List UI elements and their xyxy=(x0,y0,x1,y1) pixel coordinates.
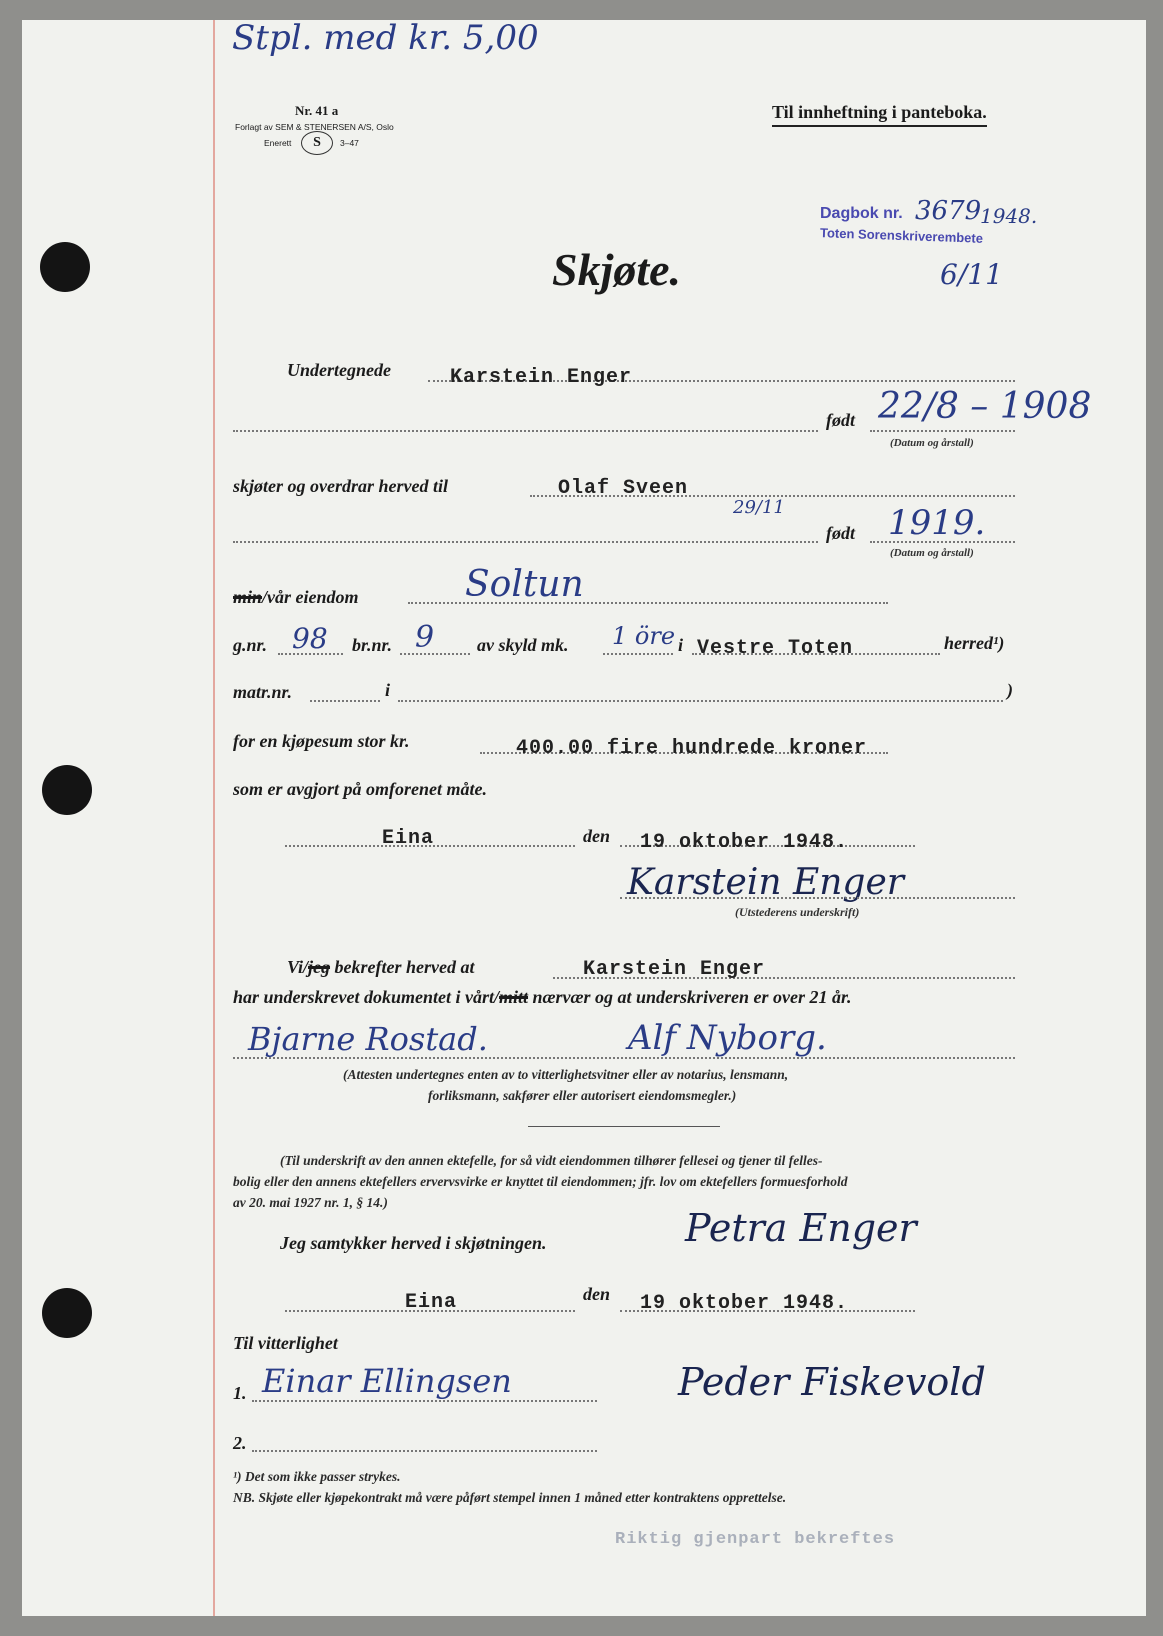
matr-label: matr.nr. xyxy=(233,682,293,702)
publisher-year: 3–47 xyxy=(340,138,359,148)
witness-name: Karstein Enger xyxy=(583,958,766,981)
buyer-born-day: 29/11 xyxy=(733,497,785,518)
dagbok-stamp-label: Dagbok nr. xyxy=(820,205,903,222)
bnr-value: 9 xyxy=(415,620,435,655)
dagbok-year: 1948. xyxy=(980,204,1038,228)
witness-signature-2: Alf Nyborg. xyxy=(628,1018,827,1058)
municipality-value: Vestre Toten xyxy=(697,637,854,660)
bnr-line xyxy=(400,653,470,655)
seller-signature: Karstein Enger xyxy=(627,862,904,903)
sign-place: Eina xyxy=(382,827,435,850)
witness-line1-struck: jeg xyxy=(308,957,331,977)
buyer-name: Olaf Sveen xyxy=(558,477,689,500)
buyer-born-value: 1919. xyxy=(888,503,986,543)
dagbok-number: 3679 xyxy=(915,196,982,226)
attestation-witness-1: Einar Ellingsen xyxy=(262,1362,512,1400)
gnr-value: 98 xyxy=(292,622,328,655)
signature-line xyxy=(620,897,1015,899)
spouse-date: 19 oktober 1948. xyxy=(640,1292,849,1315)
witness-line2 xyxy=(233,987,852,1008)
punch-hole xyxy=(40,242,90,292)
buyer-born-caption: (Datum og årstall) xyxy=(890,547,974,559)
spouse-note-3: av 20. mai 1927 nr. 1, § 14.) xyxy=(233,1195,388,1210)
stamp-date: 6/11 xyxy=(940,258,1003,291)
spouse-den-label: den xyxy=(583,1284,610,1304)
spouse-place: Eina xyxy=(405,1291,458,1314)
skyld-line xyxy=(603,653,673,655)
property-label-rest: /vår eiendom xyxy=(262,587,359,607)
form-number: Nr. 41 a xyxy=(295,103,339,118)
bnr-label: br.nr. xyxy=(352,635,393,655)
attestation-n2: 2. xyxy=(233,1433,247,1453)
spouse-consent: Jeg samtykker herved i skjøtningen. xyxy=(280,1233,547,1253)
witness-signature-1: Bjarne Rostad. xyxy=(248,1020,488,1058)
matr-close: ) xyxy=(1007,680,1013,700)
witness-sign-line xyxy=(233,1057,1015,1059)
price-value: 400.00 fire hundrede kroner xyxy=(516,737,868,760)
witness-caption-1: (Attesten undertegnes enten av to vitterlighetsvitner eller av notarius, lensmann, xyxy=(343,1067,789,1082)
witness-line1-b: bekrefter herved at xyxy=(330,957,475,977)
page-title: Skjøte. xyxy=(552,244,682,295)
property-name: Soltun xyxy=(465,564,584,605)
publisher-logo: S xyxy=(301,131,333,155)
property-label xyxy=(233,587,359,608)
matr-line-2 xyxy=(398,700,1003,702)
property-label-struck: min xyxy=(233,587,263,607)
punch-hole xyxy=(42,765,92,815)
spouse-note-2: bolig eller den annens ektefellers ervervsvirke er knyttet til eiendommen; jfr. lov om ektefellers formuesforhold xyxy=(233,1174,848,1189)
witness-line2-b: nærvær og at underskriveren er over 21 år. xyxy=(528,987,852,1007)
stamp-office: Toten Sorenskriverembete xyxy=(819,225,984,246)
witness-line2-struck: mitt xyxy=(499,987,529,1007)
punch-hole xyxy=(42,1288,92,1338)
buyer-line-2 xyxy=(233,541,818,543)
price-settled: som er avgjort på omforenet måte. xyxy=(233,779,487,799)
municipality-i: i xyxy=(678,635,684,655)
skyld-label: av skyld mk. xyxy=(477,635,569,655)
publisher-rights: Enerett xyxy=(264,138,292,148)
spouse-signature: Petra Enger xyxy=(685,1206,917,1250)
seller-born-line xyxy=(870,430,1015,432)
buyer-label: skjøter og overdrar herved til xyxy=(233,476,448,496)
gnr-label: g.nr. xyxy=(233,635,268,655)
attestation-line-1 xyxy=(252,1400,597,1402)
attestation-label: Til vitterlighet xyxy=(233,1333,338,1353)
seller-born-label: født xyxy=(826,410,855,430)
matr-line xyxy=(310,700,380,702)
seller-name: Karstein Enger xyxy=(450,366,633,389)
matr-i: i xyxy=(385,680,391,700)
attestation-line-2 xyxy=(252,1450,597,1452)
skyld-value: 1 öre xyxy=(612,622,676,650)
footer-note-2: NB. Skjøte eller kjøpekontrakt må være påført stempel innen 1 måned etter kontraktens opprettelse. xyxy=(233,1490,787,1505)
seller-label: Undertegnede xyxy=(287,360,391,380)
publisher-line: Forlagt av SEM & STENERSEN A/S, Oslo xyxy=(235,122,394,132)
seller-line-2 xyxy=(233,430,818,432)
witness-line1-a: Vi/ xyxy=(287,957,309,977)
divider xyxy=(528,1126,720,1127)
sign-date: 19 oktober 1948. xyxy=(640,831,849,854)
sign-den-label: den xyxy=(583,826,610,846)
margin-rule xyxy=(213,20,215,1616)
witness-line2-a: har underskrevet dokumentet i vårt/ xyxy=(233,987,500,1007)
seller-born-caption: (Datum og årstall) xyxy=(890,437,974,449)
right-title: Til innheftning i panteboka. xyxy=(772,102,987,127)
witness-caption-2: forliksmann, sakfører eller autorisert eiendomsmegler.) xyxy=(428,1088,737,1103)
buyer-born-label: født xyxy=(826,523,855,543)
seller-born-value: 22/8 – 1908 xyxy=(878,386,1092,427)
fee-note: Stpl. med kr. 5,00 xyxy=(232,18,539,58)
signature-caption: (Utstederens underskrift) xyxy=(735,905,860,919)
copy-stamp: Riktig gjenpart bekreftes xyxy=(615,1530,896,1549)
price-label: for en kjøpesum stor kr. xyxy=(233,731,410,751)
witness-line1 xyxy=(287,957,474,978)
herred-label: herred¹) xyxy=(944,633,1005,653)
spouse-note-1: (Til underskrift av den annen ektefelle, for så vidt eiendommen tilhører fellesei og tjener til felles- xyxy=(280,1153,823,1168)
footer-note-1: ¹) Det som ikke passer strykes. xyxy=(233,1469,401,1484)
attestation-n1: 1. xyxy=(233,1383,247,1403)
attestation-witness-2: Peder Fiskevold xyxy=(678,1360,986,1404)
